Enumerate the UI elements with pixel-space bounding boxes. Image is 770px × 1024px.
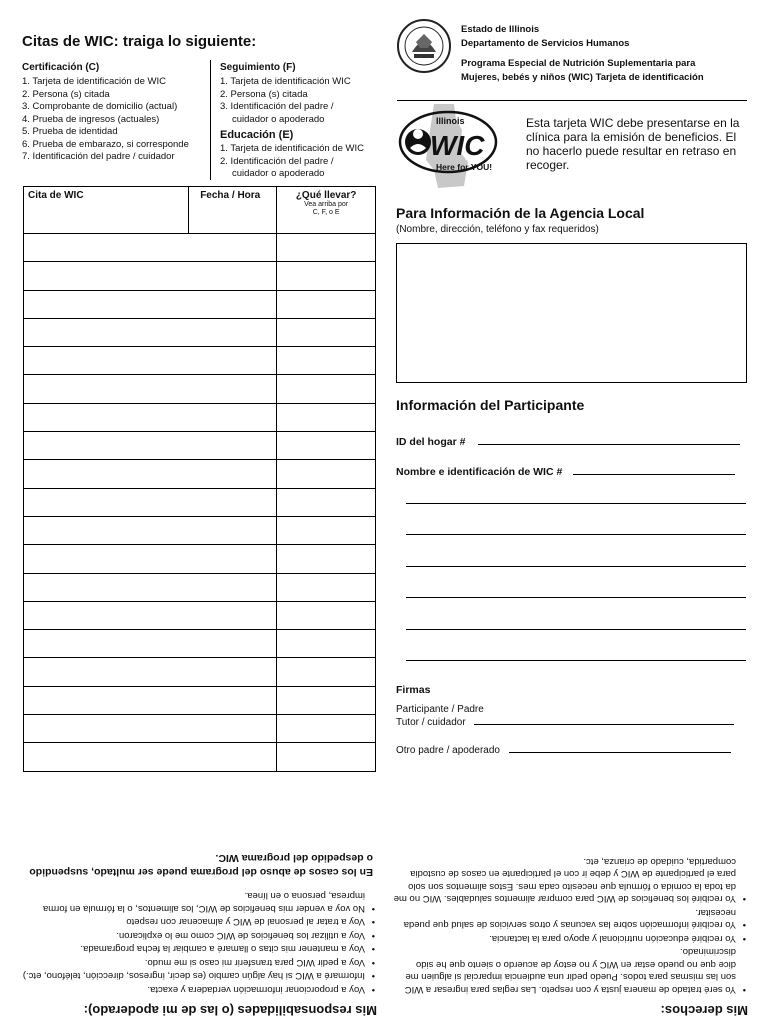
bring-cell[interactable] (277, 375, 376, 403)
household-id-label: ID del hogar # (396, 436, 466, 448)
participant-line[interactable] (406, 534, 746, 535)
appointment-cell[interactable] (24, 573, 277, 601)
appointment-table (23, 186, 376, 772)
other-signature-row (396, 745, 746, 756)
page-title: Citas de WIC: traiga lo siguiente: (22, 33, 257, 50)
certification-item: 3. Comprobante de domicilio (actual) (22, 101, 178, 112)
certification-section (22, 62, 207, 164)
table-row (24, 318, 376, 346)
certification-item: 5. Prueba de identidad (22, 126, 118, 137)
appointment-cell[interactable] (24, 347, 277, 375)
table-header-row (24, 187, 376, 234)
appointment-cell[interactable] (24, 290, 277, 318)
col-bring-header: ¿Qué llevar? Vea arriba por C, F, o E (277, 187, 376, 234)
education-item: 2. Identificación del padre / (220, 155, 334, 167)
appointment-cell[interactable] (24, 318, 277, 346)
responsibility-item: • Voy a pedir WIC para transferir mi caso si me mudo. (22, 956, 377, 969)
bring-note: C, F, o E (312, 209, 340, 216)
followup-heading: Seguimiento (F) (220, 62, 296, 73)
column-divider (210, 60, 211, 180)
table-row (24, 573, 376, 601)
wic-logo (396, 100, 520, 190)
agency-subtitle: (Nombre, dirección, teléfono y fax requeridos) (396, 224, 599, 235)
participant-name-label: Nombre e identificación de WIC # (396, 466, 563, 478)
bring-cell[interactable] (277, 460, 376, 488)
participant-signature-row (396, 703, 746, 729)
signatures-heading: Firmas (396, 684, 431, 696)
bring-cell[interactable] (277, 658, 376, 686)
rights-section (392, 766, 748, 1022)
participant-signature-field[interactable] (474, 724, 734, 725)
table-row (24, 488, 376, 516)
bring-cell[interactable] (277, 545, 376, 573)
bring-cell[interactable] (277, 318, 376, 346)
rights-item: • Yo seré tratado de manera justa y con respeto. Las reglas para ingresar a WIC son las mismas para todos. Puedo pedir una audiencia imparcial si alguien me dice que no puedo estar en WIC y no estoy de acuerdo o siento que he sido discriminado. (392, 945, 748, 995)
certification-item: 2. Persona (s) citada (22, 88, 110, 100)
table-row (24, 630, 376, 658)
followup-item: 3. Identificación del padre / (220, 101, 334, 112)
table-row (24, 375, 376, 403)
participant-signature-label: Participante / Padre (396, 704, 484, 715)
table-row (24, 545, 376, 573)
state-seal (396, 18, 452, 74)
bring-cell[interactable] (277, 686, 376, 714)
appointment-cell[interactable] (24, 262, 277, 290)
education-item: cuidador o apoderado (232, 168, 325, 179)
participant-name-field[interactable] (573, 474, 735, 475)
appointment-cell[interactable] (24, 234, 277, 262)
responsibility-item: • Voy a mantener mis citas o llamaré a cambiar la fecha programada. (22, 942, 377, 955)
appointment-cell[interactable] (24, 403, 277, 431)
program-line: Programa Especial de Nutrición Suplementaria para (461, 58, 696, 69)
state-name: Estado de Illinois (461, 24, 540, 35)
other-signature-label: Otro padre / apoderado (396, 745, 500, 756)
table-row (24, 601, 376, 629)
department-name: Departamento de Servicios Humanos (461, 38, 630, 49)
bring-cell[interactable] (277, 234, 376, 262)
logo-wic: WIC (430, 130, 485, 161)
program-line: Mujeres, bebés y niños (WIC) Tarjeta de identificación (461, 72, 704, 83)
participant-line[interactable] (406, 566, 746, 567)
table-row (24, 715, 376, 743)
responsibility-item: • Voy a tratar al personal de WIC y almacenar con respeto (22, 915, 377, 928)
rights-heading: Mis derechos: (660, 1003, 748, 1018)
participant-line[interactable] (406, 629, 746, 630)
participant-line[interactable] (406, 660, 746, 661)
bring-note: Vea arriba por (304, 201, 349, 208)
household-id-field[interactable] (478, 444, 740, 445)
bring-cell[interactable] (277, 432, 376, 460)
table-row (24, 290, 376, 318)
appointment-cell[interactable] (24, 715, 277, 743)
bring-cell[interactable] (277, 290, 376, 318)
logo-state: Illinois (436, 116, 465, 126)
appointment-cell[interactable] (24, 432, 277, 460)
bring-cell[interactable] (277, 488, 376, 516)
appointment-cell[interactable] (24, 375, 277, 403)
appointment-cell[interactable] (24, 516, 277, 544)
education-heading: Educación (E) (220, 129, 294, 141)
appointment-cell[interactable] (24, 545, 277, 573)
certification-item: 6. Prueba de embarazo, si corresponde (22, 138, 189, 150)
agency-info-box[interactable] (396, 243, 747, 383)
table-row (24, 658, 376, 686)
certification-item: 7. Identificación del padre / cuidador (22, 151, 175, 162)
participant-signature-label: Tutor / cuidador (396, 717, 466, 728)
bring-cell[interactable] (277, 262, 376, 290)
followup-item: 1. Tarjeta de identificación WIC (220, 76, 351, 87)
appointment-cell[interactable] (24, 488, 277, 516)
notice-text: Esta tarjeta WIC debe presentarse en la clínica para la emisión de beneficios. El no hacerlo puede resultar en retraso en recoger. (526, 116, 740, 172)
appointment-cell[interactable] (24, 630, 277, 658)
bring-cell[interactable] (277, 347, 376, 375)
table-row (24, 432, 376, 460)
responsibility-item: • Voy a proporcionar información verdadera y exacta. (22, 983, 377, 996)
participant-name-row (396, 462, 746, 480)
household-id-row (396, 432, 746, 450)
responsibility-item: • Voy a utilizar los beneficios de WIC como me lo explicaron. (22, 929, 377, 942)
certification-heading: Certificación (C) (22, 62, 100, 73)
table-row (24, 516, 376, 544)
other-signature-field[interactable] (509, 752, 731, 753)
bring-cell[interactable] (277, 516, 376, 544)
responsibility-item: • No voy a vender mis beneficios de WIC, los alimentos, o la fórmula en forma impresa, persona o en línea. (22, 889, 377, 914)
certification-item: 1. Tarjeta de identificación de WIC (22, 76, 166, 87)
agency-heading: Para Información de la Agencia Local (396, 205, 645, 221)
bring-cell[interactable] (277, 403, 376, 431)
table-row (24, 262, 376, 290)
rights-item: • Yo recibiré información sobre las vacunas y otros servicios de salud que pueda necesitar. (392, 906, 748, 931)
rights-item: • Yo recibiré los beneficios de WIC para comprar alimentos saludables. WIC no me da toda la comida o fórmula que necesito cada mes. Estos alimentos son solo para el participante de WIC y debe ir con el participante en casos de custodia compartida, cuidado de crianza, etc. (392, 855, 748, 905)
col-appointment-header: Cita de WIC (24, 187, 189, 234)
appointment-cell[interactable] (24, 460, 277, 488)
participant-heading: Información del Participante (396, 397, 585, 413)
table-row (24, 234, 376, 262)
table-row (24, 686, 376, 714)
col-date-header: Fecha / Hora (189, 187, 277, 234)
table-row (24, 460, 376, 488)
participant-line[interactable] (406, 597, 746, 598)
followup-item: cuidador o apoderado (232, 113, 325, 125)
responsibility-item: • Informaré a WIC si hay algún cambio (es decir, ingresos, dirección, teléfono, etc.) (22, 969, 377, 982)
bring-cell[interactable] (277, 573, 376, 601)
rights-item: • Yo recibiré educación nutricional y apoyo para la lactancia. (392, 932, 748, 945)
bring-cell[interactable] (277, 630, 376, 658)
appointment-cell[interactable] (24, 686, 277, 714)
certification-item: 4. Prueba de ingresos (actuales) (22, 113, 160, 125)
responsibilities-heading: Mis responsabilidades (o las de mi apoderado): (83, 1003, 377, 1018)
responsibilities-section (22, 766, 377, 1022)
education-item: 1. Tarjeta de identificación de WIC (220, 143, 364, 154)
bring-cell[interactable] (277, 715, 376, 743)
agency-header (461, 23, 704, 85)
participant-line[interactable] (406, 503, 746, 504)
appointment-cell[interactable] (24, 601, 277, 629)
followup-section (220, 62, 385, 181)
table-row (24, 403, 376, 431)
table-row (24, 347, 376, 375)
logo-tagline: Here for YOU! (436, 162, 493, 172)
followup-item: 2. Persona (s) citada (220, 88, 308, 100)
bring-cell[interactable] (277, 601, 376, 629)
abuse-warning: En los casos de abuso del programa puede ser multado, suspendido o despedido del programa WIC. (29, 852, 373, 878)
appointment-cell[interactable] (24, 658, 277, 686)
